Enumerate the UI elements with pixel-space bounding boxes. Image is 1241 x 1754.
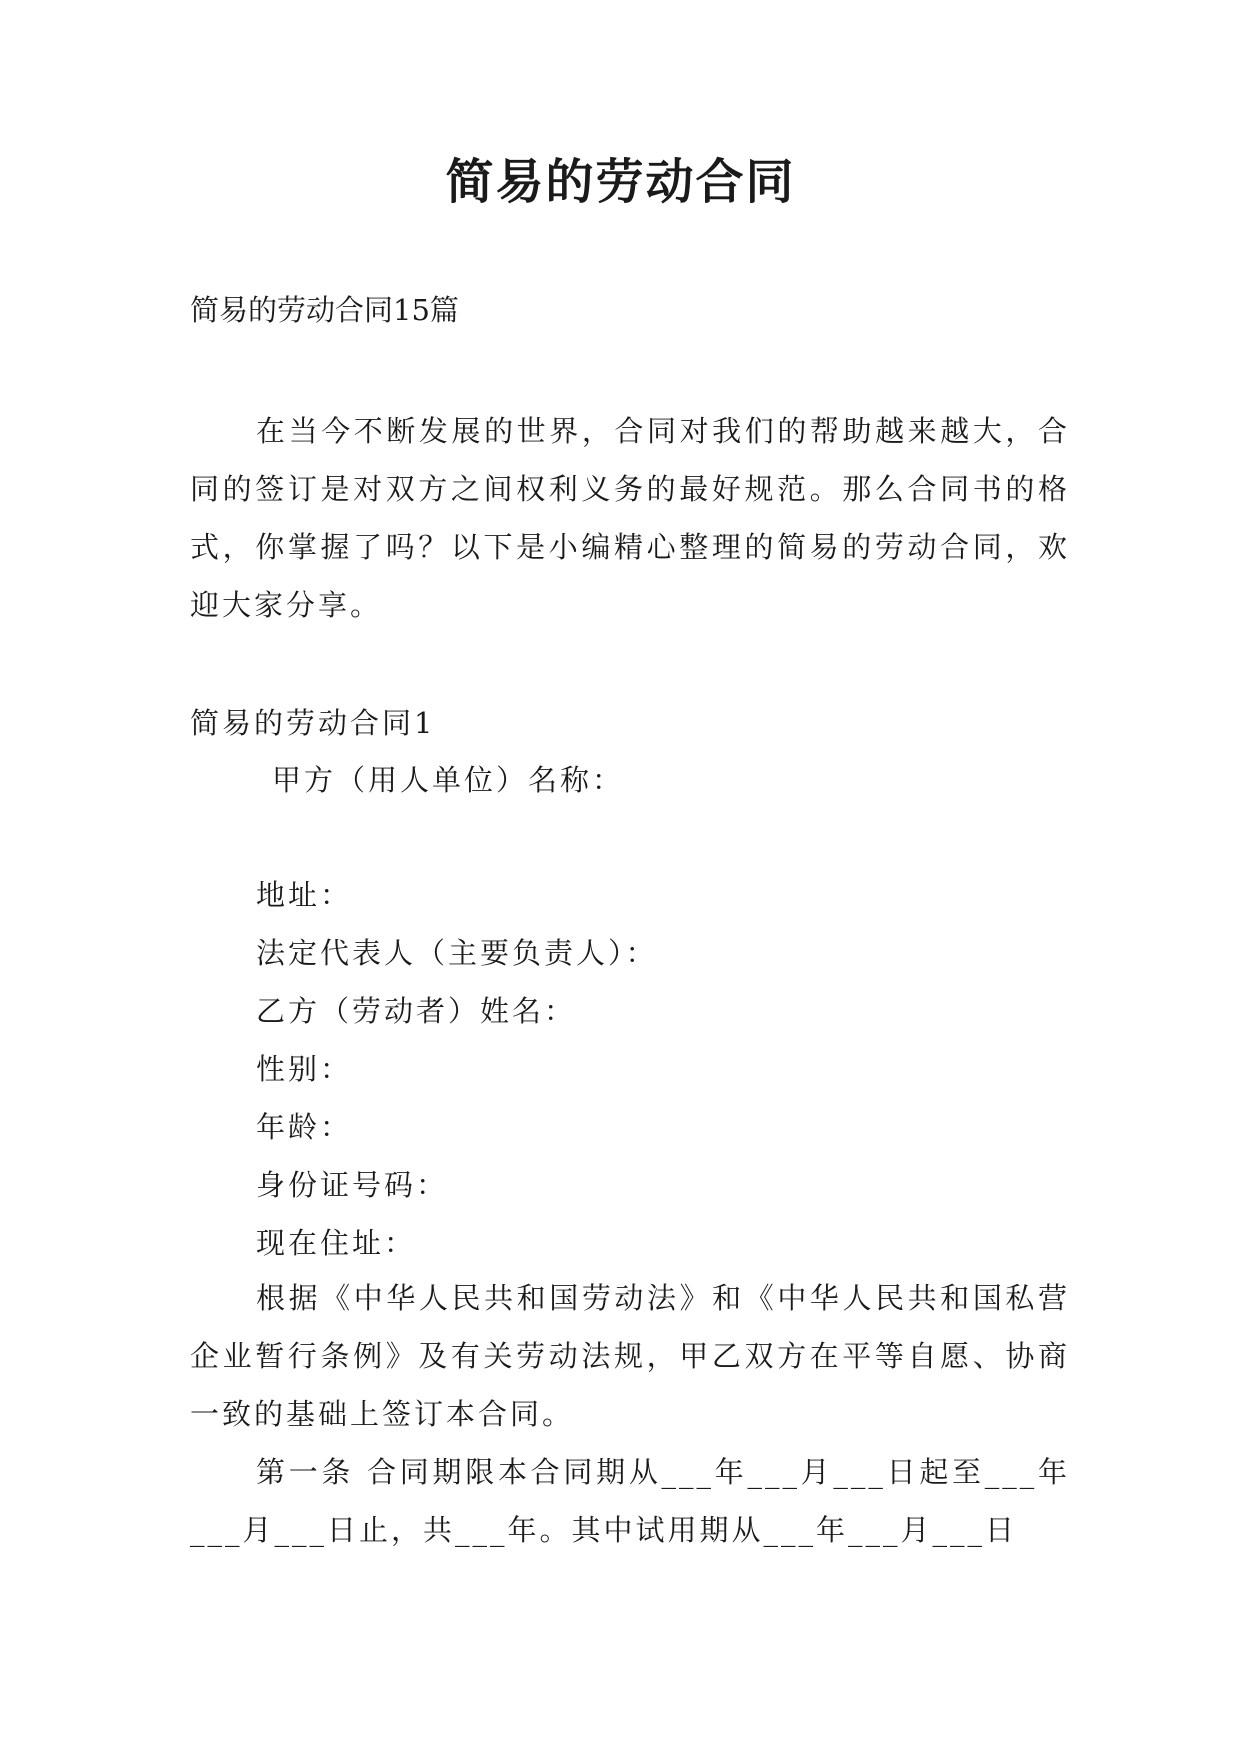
gender-field: 性别： (256, 1052, 353, 1086)
article-one-paragraph: 第一条 合同期限本合同期从___年___月___日起至___年___月___日止，共___年。其中试用期从___年___月___日 (190, 1455, 1070, 1547)
legal-representative-field: 法定代表人（主要负责人）： (256, 936, 658, 970)
id-number-field: 身份证号码： (256, 1168, 449, 1202)
intro-paragraph: 在当今不断发展的世界，合同对我们的帮助越来越大，合同的签订是对双方之间权利义务的最好规范。那么合同书的格式，你掌握了吗？以下是小编精心整理的简易的劳动合同，欢迎大家分享。 (190, 414, 1070, 622)
current-address-field: 现在住址： (256, 1226, 417, 1260)
document-title: 简易的劳动合同 (445, 154, 796, 210)
legal-basis-paragraph: 根据《中华人民共和国劳动法》和《中华人民共和国私营企业暂行条例》及有关劳动法规，甲乙双方在平等自愿、协商一致的基础上签订本合同。 (190, 1281, 1070, 1431)
document-subtitle: 简易的劳动合同15篇 (190, 293, 459, 327)
address-field: 地址： (256, 878, 353, 912)
age-field: 年龄： (256, 1110, 353, 1144)
party-b-name-field: 乙方（劳动者）姓名： (256, 994, 577, 1028)
section-heading: 简易的劳动合同1 (190, 706, 436, 740)
party-a-name-field: 甲方（用人单位）名称： (272, 763, 625, 797)
